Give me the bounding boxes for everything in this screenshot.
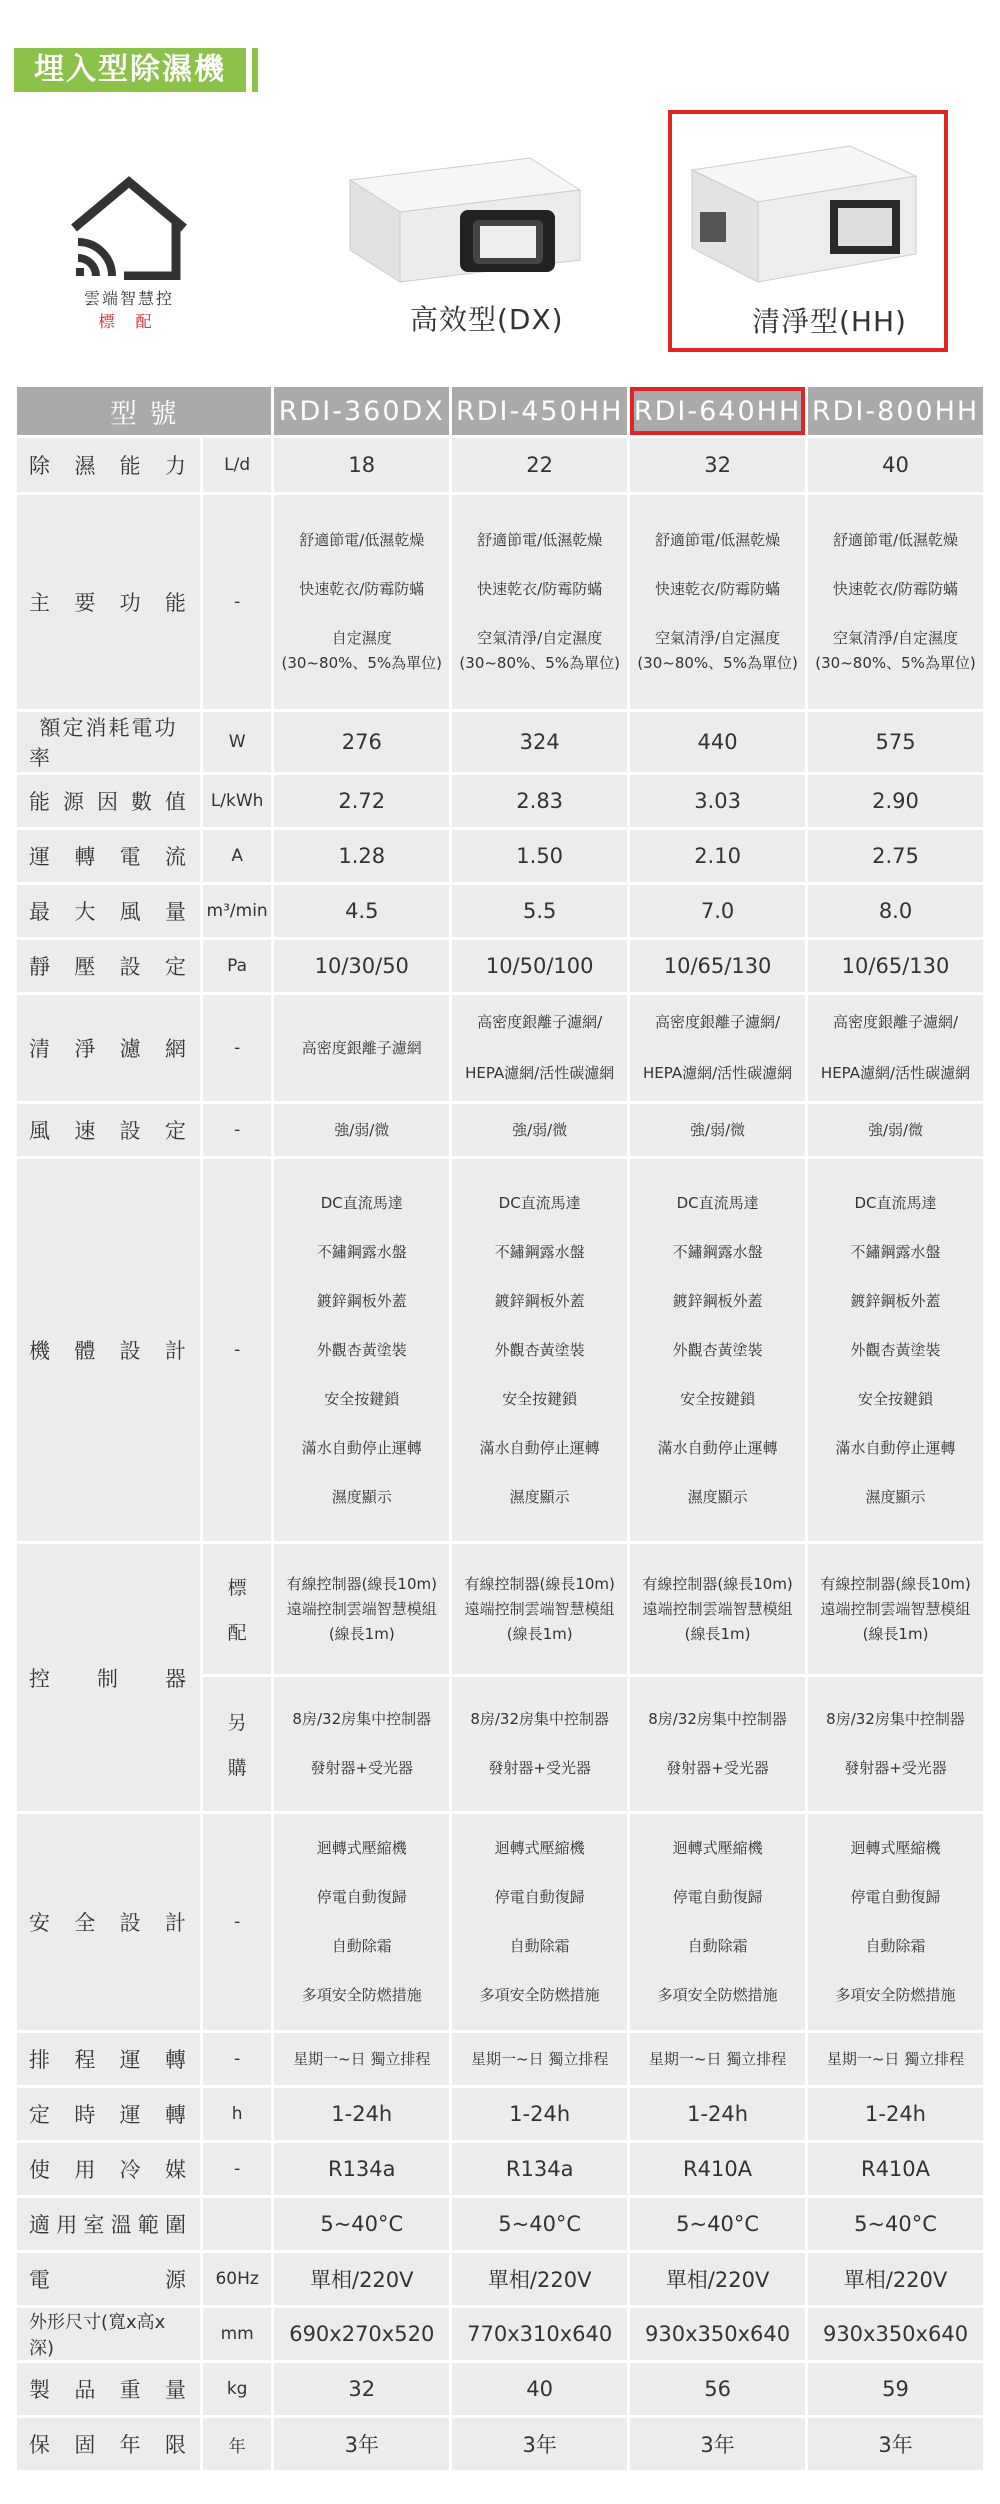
line: 鍍鋅鋼板外蓋 — [494, 1291, 585, 1310]
cell: 10/65/130 — [808, 940, 983, 992]
row-label: 安全設計 — [17, 1814, 200, 2030]
line: HEPA濾網/活性碳濾網 — [820, 1064, 971, 1082]
line: 自動除霜 — [509, 1937, 570, 1955]
page-title-bar — [14, 48, 258, 92]
row-unit: - — [203, 1814, 271, 2030]
line: 發射器+受光器 — [310, 1759, 414, 1777]
model-3: RDI-640HH — [630, 387, 805, 435]
line: 停電自動復歸 — [672, 1888, 763, 1906]
cell: 強/弱/微 — [452, 1104, 627, 1156]
line: 另 — [227, 1712, 247, 1734]
row-unit: h — [203, 2088, 271, 2140]
smart-home-icon — [64, 170, 194, 280]
cell — [274, 1159, 449, 1541]
row-label: 使用冷媒 — [17, 2143, 200, 2195]
line: 停電自動復歸 — [316, 1888, 407, 1906]
cell — [808, 1677, 983, 1811]
line: 外觀杏黃塗裝 — [672, 1340, 763, 1359]
dx-caption: 高效型(DX) — [410, 303, 564, 336]
cell: 星期一~日 獨立排程 — [630, 2033, 805, 2085]
row-label: 保固年限 — [17, 2418, 200, 2470]
line: 配 — [227, 1622, 247, 1644]
line: 滿水自動停止運轉 — [301, 1438, 422, 1457]
line: 鍍鋅鋼板外蓋 — [672, 1291, 763, 1310]
cell — [808, 495, 983, 709]
cell: 高密度銀離子濾網 — [274, 995, 449, 1101]
row-unit: m³/min — [203, 885, 271, 937]
cell: R134a — [452, 2143, 627, 2195]
line: 遠端控制雲端智慧模組 — [820, 1599, 971, 1618]
line: 多項安全防燃措施 — [479, 1986, 600, 2004]
line: (30~80%、5%為單位) — [281, 654, 443, 672]
line: 不鏽鋼露水盤 — [316, 1242, 407, 1261]
row-unit: - — [203, 2143, 271, 2195]
cell: 1-24h — [274, 2088, 449, 2140]
row-label: 控制器 — [17, 1544, 200, 1811]
line: 有線控制器(線長10m) — [464, 1574, 615, 1593]
model-2: RDI-450HH — [452, 387, 627, 435]
title-accent-stripe — [252, 48, 258, 92]
cell: 1-24h — [452, 2088, 627, 2140]
row-unit — [203, 1544, 271, 1674]
line: DC直流馬達 — [498, 1193, 581, 1212]
line: (線長1m) — [506, 1624, 573, 1643]
line: 發射器+受光器 — [844, 1759, 947, 1777]
line: (30~80%、5%為單位) — [637, 654, 798, 672]
cell: 10/65/130 — [630, 940, 805, 992]
line: 高密度銀離子濾網/ — [477, 1013, 603, 1031]
line: (線長1m) — [862, 1624, 929, 1643]
cell — [452, 1159, 627, 1541]
line: 8房/32房集中控制器 — [648, 1710, 787, 1728]
line: 遠端控制雲端智慧模組 — [286, 1599, 437, 1618]
cell: 3年 — [808, 2418, 983, 2470]
row-unit: mm — [203, 2308, 271, 2360]
row-label: 風速設定 — [17, 1104, 200, 1156]
line: 快速乾衣/防霉防蟎 — [832, 580, 959, 598]
row-label: 清淨濾網 — [17, 995, 200, 1101]
row-label: 外形尺寸(寬x高x深) — [17, 2308, 200, 2360]
row-schedule — [17, 2033, 983, 2085]
line: 自動除霜 — [331, 1937, 392, 1955]
line: 自定濕度 — [331, 629, 392, 647]
line: 滿水自動停止運轉 — [479, 1438, 600, 1457]
line: 自動除霜 — [687, 1937, 748, 1955]
line: 安全按鍵鎖 — [858, 1389, 934, 1408]
line: HEPA濾網/活性碳濾網 — [642, 1064, 793, 1082]
cell — [808, 995, 983, 1101]
cell: 56 — [630, 2363, 805, 2415]
row-unit: - — [203, 495, 271, 709]
line: 快速乾衣/防霉防蟎 — [477, 580, 603, 598]
row-dehumid — [17, 438, 983, 492]
cell: 2.83 — [452, 775, 627, 827]
line: 迴轉式壓縮機 — [316, 1839, 407, 1857]
row-energy-factor — [17, 775, 983, 827]
row-label: 製品重量 — [17, 2363, 200, 2415]
line: 多項安全防燃措施 — [657, 1986, 778, 2004]
cell — [630, 1814, 805, 2030]
cell — [630, 1159, 805, 1541]
line: 8房/32房集中控制器 — [470, 1710, 610, 1728]
cell: 10/30/50 — [274, 940, 449, 992]
row-main-function — [17, 495, 983, 709]
line: (30~80%、5%為單位) — [459, 654, 620, 672]
cell — [452, 1814, 627, 2030]
row-fan — [17, 1104, 983, 1156]
cell: 930x350x640 — [630, 2308, 805, 2360]
line: 外觀杏黃塗裝 — [850, 1340, 941, 1359]
line: 停電自動復歸 — [850, 1888, 941, 1906]
row-label: 適用室溫範圍 — [17, 2198, 200, 2250]
line: 高密度銀離子濾網/ — [655, 1013, 781, 1031]
line: 不鏽鋼露水盤 — [850, 1242, 941, 1261]
line: 安全按鍵鎖 — [680, 1389, 756, 1408]
line: 不鏽鋼露水盤 — [672, 1242, 763, 1261]
row-label: 能源因數值 — [17, 775, 200, 827]
cell — [274, 495, 449, 709]
cell: 5~40°C — [808, 2198, 983, 2250]
cell: 星期一~日 獨立排程 — [452, 2033, 627, 2085]
cell: 5~40°C — [452, 2198, 627, 2250]
model-1: RDI-360DX — [274, 387, 449, 435]
row-warranty — [17, 2418, 983, 2470]
cell: 單相/220V — [630, 2253, 805, 2305]
row-power-supply — [17, 2253, 983, 2305]
line: (線長1m) — [328, 1624, 395, 1643]
row-temperature — [17, 2198, 983, 2250]
row-unit: - — [203, 2033, 271, 2085]
cell: 930x350x640 — [808, 2308, 983, 2360]
line: 濕度顯示 — [331, 1487, 392, 1506]
row-power — [17, 712, 983, 772]
cell: 3年 — [452, 2418, 627, 2470]
cell — [274, 1814, 449, 2030]
cell: 276 — [274, 712, 449, 772]
logo-text: 雲端智慧控 — [83, 289, 174, 308]
cell — [630, 495, 805, 709]
model-label: 型 號 — [17, 387, 271, 435]
line: 舒適節電/低濕乾燥 — [477, 531, 603, 549]
row-safety — [17, 1814, 983, 2030]
cell — [274, 1677, 449, 1811]
row-unit: L/d — [203, 438, 271, 492]
line: 快速乾衣/防霉防蟎 — [655, 580, 781, 598]
line: DC直流馬達 — [854, 1193, 937, 1212]
row-pressure — [17, 940, 983, 992]
cell: 32 — [630, 438, 805, 492]
row-label: 主要功能 — [17, 495, 200, 709]
cell: 32 — [274, 2363, 449, 2415]
row-dimensions — [17, 2308, 983, 2360]
line: (線長1m) — [684, 1624, 751, 1643]
row-unit: - — [203, 1104, 271, 1156]
line: 高密度銀離子濾網/ — [832, 1013, 959, 1031]
row-unit: Pa — [203, 940, 271, 992]
cell: 強/弱/微 — [808, 1104, 983, 1156]
dx-unit-image — [330, 150, 590, 300]
cell: 單相/220V — [274, 2253, 449, 2305]
cell: 強/弱/微 — [630, 1104, 805, 1156]
row-label: 電源 — [17, 2253, 200, 2305]
line: 滿水自動停止運轉 — [657, 1438, 778, 1457]
row-label: 定時運轉 — [17, 2088, 200, 2140]
row-label: 運轉電流 — [17, 830, 200, 882]
cell: 2.10 — [630, 830, 805, 882]
cloud-control-logo — [64, 170, 194, 332]
line: 不鏽鋼露水盤 — [494, 1242, 585, 1261]
row-label: 最大風量 — [17, 885, 200, 937]
cell: 強/弱/微 — [274, 1104, 449, 1156]
line: 外觀杏黃塗裝 — [494, 1340, 585, 1359]
cell: 7.0 — [630, 885, 805, 937]
line: 8房/32房集中控制器 — [292, 1710, 432, 1728]
cell: 1.28 — [274, 830, 449, 882]
cell: 18 — [274, 438, 449, 492]
line: DC直流馬達 — [676, 1193, 759, 1212]
cell — [274, 1544, 449, 1674]
line: 有線控制器(線長10m) — [286, 1574, 437, 1593]
hh-caption: 清淨型(HH) — [752, 305, 907, 338]
line: 標 — [227, 1577, 247, 1599]
cell: R410A — [630, 2143, 805, 2195]
cell — [808, 1544, 983, 1674]
row-body-design — [17, 1159, 983, 1541]
line: 空氣清淨/自定濕度 — [832, 629, 959, 647]
line: 舒適節電/低濕乾燥 — [299, 531, 425, 549]
cell: 1-24h — [630, 2088, 805, 2140]
line: 自動除霜 — [865, 1937, 926, 1955]
line: 有線控制器(線長10m) — [820, 1574, 971, 1593]
line: 遠端控制雲端智慧模組 — [464, 1599, 615, 1618]
cell: 2.75 — [808, 830, 983, 882]
cell — [808, 1814, 983, 2030]
row-unit: 年 — [203, 2418, 271, 2470]
line: 鍍鋅鋼板外蓋 — [316, 1291, 407, 1310]
row-unit: W — [203, 712, 271, 772]
cell: 40 — [808, 438, 983, 492]
cell: 4.5 — [274, 885, 449, 937]
line: 購 — [227, 1757, 247, 1779]
model-4: RDI-800HH — [808, 387, 983, 435]
line: 有線控制器(線長10m) — [642, 1574, 793, 1593]
cell: 3年 — [630, 2418, 805, 2470]
cell: 5.5 — [452, 885, 627, 937]
line: 停電自動復歸 — [494, 1888, 585, 1906]
cell: 1-24h — [808, 2088, 983, 2140]
cell: 2.90 — [808, 775, 983, 827]
cell: 3年 — [274, 2418, 449, 2470]
row-label: 排程運轉 — [17, 2033, 200, 2085]
row-unit: 60Hz — [203, 2253, 271, 2305]
cell: R134a — [274, 2143, 449, 2195]
line: 多項安全防燃措施 — [301, 1986, 422, 2004]
cell: 單相/220V — [808, 2253, 983, 2305]
cell: 5~40°C — [274, 2198, 449, 2250]
cell — [630, 995, 805, 1101]
cell: 690x270x520 — [274, 2308, 449, 2360]
row-unit: - — [203, 1159, 271, 1541]
line: 迴轉式壓縮機 — [850, 1839, 941, 1857]
line: 迴轉式壓縮機 — [672, 1839, 763, 1857]
cell — [452, 1544, 627, 1674]
spec-table — [14, 384, 986, 2473]
cell: 3.03 — [630, 775, 805, 827]
line: 迴轉式壓縮機 — [494, 1839, 585, 1857]
row-unit: - — [203, 995, 271, 1101]
line: 發射器+受光器 — [666, 1759, 769, 1777]
cell: 2.72 — [274, 775, 449, 827]
logo-sub-text: 標 配 — [98, 312, 160, 331]
cell: 5~40°C — [630, 2198, 805, 2250]
row-unit: kg — [203, 2363, 271, 2415]
cell: 575 — [808, 712, 983, 772]
line: 安全按鍵鎖 — [502, 1389, 578, 1408]
cell: 星期一~日 獨立排程 — [274, 2033, 449, 2085]
row-unit — [203, 1677, 271, 1811]
cell: 440 — [630, 712, 805, 772]
cell: 770x310x640 — [452, 2308, 627, 2360]
row-label: 靜壓設定 — [17, 940, 200, 992]
hh-highlight-frame — [668, 110, 948, 352]
cell — [630, 1677, 805, 1811]
row-filter — [17, 995, 983, 1101]
row-label: 額定消耗電功率 — [17, 712, 200, 772]
cell: 1.50 — [452, 830, 627, 882]
cell — [808, 1159, 983, 1541]
line: 外觀杏黃塗裝 — [316, 1340, 407, 1359]
row-current — [17, 830, 983, 882]
cell — [452, 995, 627, 1101]
row-control-standard — [17, 1544, 983, 1674]
line: 多項安全防燃措施 — [835, 1986, 956, 2004]
line: 滿水自動停止運轉 — [835, 1438, 956, 1457]
cell — [630, 1544, 805, 1674]
cell: 324 — [452, 712, 627, 772]
row-unit: L/kWh — [203, 775, 271, 827]
line: 鍍鋅鋼板外蓋 — [850, 1291, 941, 1310]
line: 濕度顯示 — [687, 1487, 748, 1506]
page-title: 埋入型除濕機 — [14, 48, 246, 92]
row-label: 除濕能力 — [17, 438, 200, 492]
line: 快速乾衣/防霉防蟎 — [299, 580, 425, 598]
line: 安全按鍵鎖 — [324, 1389, 400, 1408]
line: 空氣清淨/自定濕度 — [477, 629, 603, 647]
cell — [452, 1677, 627, 1811]
row-weight — [17, 2363, 983, 2415]
cell: 星期一~日 獨立排程 — [808, 2033, 983, 2085]
row-refrigerant — [17, 2143, 983, 2195]
line: DC直流馬達 — [320, 1193, 403, 1212]
cell: 59 — [808, 2363, 983, 2415]
cell: 10/50/100 — [452, 940, 627, 992]
line: 舒適節電/低濕乾燥 — [832, 531, 959, 549]
row-label: 機體設計 — [17, 1159, 200, 1541]
cell: 22 — [452, 438, 627, 492]
line: 舒適節電/低濕乾燥 — [655, 531, 781, 549]
line: 濕度顯示 — [509, 1487, 570, 1506]
header-row — [17, 387, 983, 435]
cell: 單相/220V — [452, 2253, 627, 2305]
cell: 40 — [452, 2363, 627, 2415]
row-unit: A — [203, 830, 271, 882]
row-timer — [17, 2088, 983, 2140]
line: (30~80%、5%為單位) — [815, 654, 976, 672]
row-unit — [203, 2198, 271, 2250]
line: 8房/32房集中控制器 — [826, 1710, 965, 1728]
cell — [452, 495, 627, 709]
line: 空氣清淨/自定濕度 — [655, 629, 781, 647]
cell: R410A — [808, 2143, 983, 2195]
line: 發射器+受光器 — [488, 1759, 591, 1777]
row-airflow — [17, 885, 983, 937]
line: 濕度顯示 — [865, 1487, 926, 1506]
line: 遠端控制雲端智慧模組 — [642, 1599, 793, 1618]
line: HEPA濾網/活性碳濾網 — [465, 1064, 615, 1082]
cell: 8.0 — [808, 885, 983, 937]
